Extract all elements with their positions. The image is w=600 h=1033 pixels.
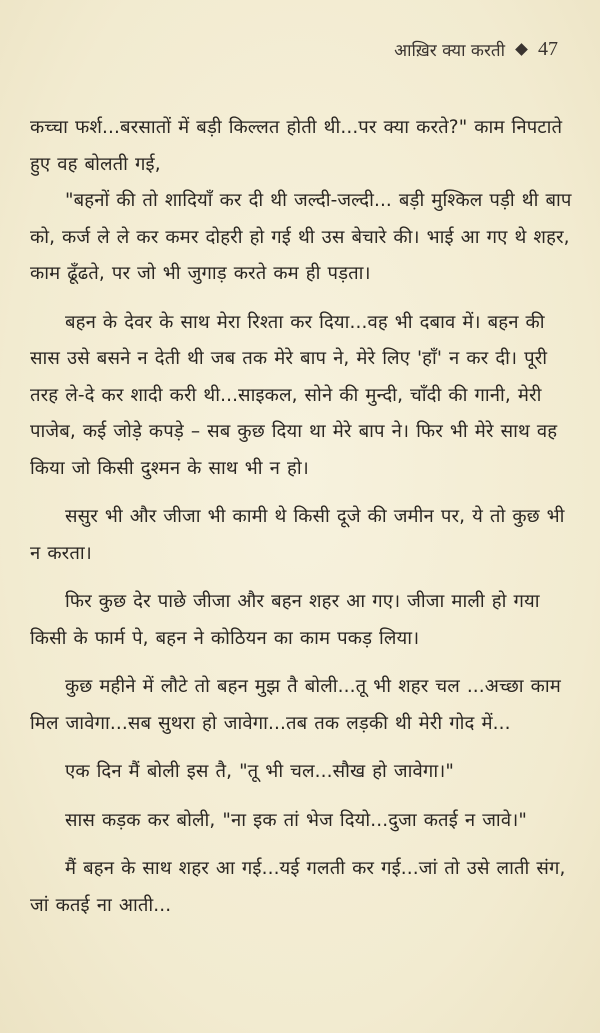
paragraph-1: कच्चा फर्श...बरसातों में बड़ी किल्लत होती थी...पर क्या करते?" काम निपटाते हुए वह बोलती गई, (30, 117, 563, 175)
paragraph-5: फिर कुछ देर पाछे जीजा और बहन शहर आ गए। जीजा माली हो गया किसी के फार्म पे, बहन ने कोठियन का काम पकड़ लिया। (30, 591, 540, 649)
paragraph-2: "बहनों की तो शादियाँ कर दी थी जल्दी-जल्दी... बड़ी मुश्किल पड़ी थी बाप को, कर्ज ले ले कर कमर दोहरी हो गई थी उस बेचारे की। भाई आ गए थे शहर, काम ढूँढते, पर जो भी जुगाड़ करते कम ही पड़ता। (30, 190, 572, 284)
running-header (394, 38, 558, 61)
paragraph-7: एक दिन मैं बोली इस तै, "तू भी चल...सौख हो जावेगा।" (65, 761, 454, 782)
paragraph-6: कुछ महीने में लौटे तो बहन मुझ तै बोली...तू भी शहर चल ...अच्छा काम मिल जावेगा...सब सुथरा हो जावेगा...तब तक लड़की थी मेरी गोद में... (30, 676, 561, 734)
paragraph-3: बहन के देवर के साथ मेरा रिश्ता कर दिया...वह भी दबाव में। बहन की सास उसे बसने न देती थी जब तक मेरे बाप ने, मेरे लिए 'हाँ' न कर दी। पूरी तरह ले-दे कर शादी करी थी...साइकल, सोने की मुन्दी, चाँदी की गानी, मेरी पाजेब, कई जोड़े कपड़े – सब कुछ दिया था मेरे बाप ने। फिर भी मेरे साथ वह किया जो किसी दुश्मन के साथ भी न हो। (30, 311, 558, 479)
page-number: 47 (538, 38, 558, 60)
paragraph-9: मैं बहन के साथ शहर आ गई...यई गलती कर गई...जां तो उसे लाती संग, जां कतई ना आती... (30, 858, 566, 916)
body-text (30, 110, 578, 924)
running-title: आख़िर क्या करती (394, 41, 505, 61)
paragraph-4: ससुर भी और जीजा भी कामी थे किसी दूजे की जमीन पर, ये तो कुछ भी न करता। (30, 506, 565, 564)
diamond-separator-icon (515, 43, 528, 56)
paragraph-8: सास कड़क कर बोली, "ना इक तां भेज दियो...दुजा कतई न जावे।" (65, 809, 527, 831)
